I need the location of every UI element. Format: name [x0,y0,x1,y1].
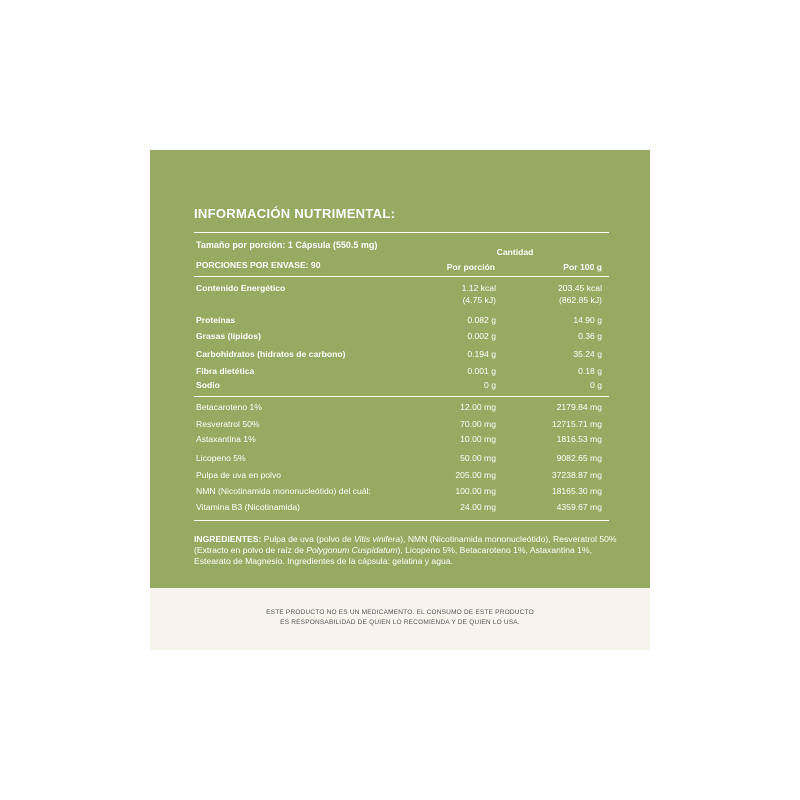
active-serving: 70.00 mg [460,419,496,429]
active-label: Vitamina B3 (Nicotinamida) [196,502,300,512]
active-serving: 12.00 mg [460,402,496,412]
disclaimer-footer [150,588,650,650]
nutrient-serving: 0 g [484,380,496,390]
active-serving: 205.00 mg [455,470,496,480]
active-per100: 18165.30 mg [551,486,602,496]
ingredients-italic: Polygonum Cuspidatum [306,545,398,555]
energy-label: Contenido Energético [196,283,286,293]
active-label: Licopeno 5% [196,453,246,463]
nutrient-label: Sodio [196,380,220,390]
active-per100: 37238.87 mg [551,470,602,480]
ingredients-label: INGREDIENTES: [194,534,262,544]
nutrient-per100: 35.24 g [573,349,602,359]
active-label: Resveratrol 50% [196,419,260,429]
active-per100: 4359.67 mg [556,502,602,512]
nutrition-title: INFORMACIÓN NUTRIMENTAL: [194,206,396,221]
energy-serving-kj: (4.75 kJ) [462,295,496,305]
disclaimer-line: ESTE PRODUCTO NO ES UN MEDICAMENTO. EL CONSUMO DE ESTE PRODUCTO [266,609,534,616]
ingredients-part: Pulpa de uva (polvo de [261,534,355,544]
nutrient-serving: 0.194 g [467,349,496,359]
active-label: NMN (Nicotinamida mononucleótido) del cuál: [196,486,371,496]
ingredients-part: ), Licopeno 5%, Betacaroteno 1%, Astaxantina 1%, Estearato de Magnesio. Ingredientes de la cápsula: gelatina y agua. [194,545,592,566]
active-label: Astaxantina 1% [196,434,256,444]
nutrition-panel [150,150,650,588]
nutrient-label: Proteínas [196,315,236,325]
nutrient-serving: 0.001 g [467,366,496,376]
active-serving: 100.00 mg [455,486,496,496]
active-per100: 12715.71 mg [551,419,602,429]
nutrient-serving: 0.082 g [467,315,496,325]
nutrient-label: Grasas (lípidos) [196,331,261,341]
quantity-heading: Cantidad [496,247,534,257]
active-serving: 24.00 mg [460,502,496,512]
energy-serving-kcal: 1.12 kcal [461,283,496,293]
disclaimer-line: ES RESPONSABILIDAD DE QUIEN LO RECOMIENDA Y DE QUIEN LO USA. [280,619,520,626]
nutrient-per100: 14.90 g [573,315,602,325]
ingredients-italic: Vitis vinifera [354,534,401,544]
servings-per-container: PORCIONES POR ENVASE: 90 [196,260,321,270]
active-label: Betacaroteno 1% [196,402,262,412]
energy-100g-kj: (862.85 kJ) [559,295,602,305]
divider-bottom [194,520,609,521]
active-serving: 10.00 mg [460,434,496,444]
nutrient-per100: 0.18 g [578,366,602,376]
nutrient-per100: 0.36 g [578,331,602,341]
active-per100: 1816.53 mg [556,434,602,444]
nutrient-label: Carbohidratos (hidratos de carbono) [196,349,346,359]
energy-100g-kcal: 203.45 kcal [558,283,602,293]
active-per100: 9082.65 mg [556,453,602,463]
divider-middle [194,396,609,397]
nutrient-serving: 0.002 g [467,331,496,341]
serving-size: Tamaño por porción: 1 Cápsula (550.5 mg) [196,240,378,250]
nutrient-label: Fibra dietética [196,366,255,376]
divider-header [194,276,609,277]
active-per100: 2179.84 mg [556,402,602,412]
per-100g-heading: Por 100 g [563,262,602,272]
per-serving-heading: Por porción [446,262,495,272]
nutrient-per100: 0 g [590,380,602,390]
ingredients-part: ), NMN (Nicotinamida mononucleótido), Resveratrol 50% (Extracto en polvo de raíz de [194,534,617,555]
active-label: Pulpa de uva en polvo [196,470,282,480]
ingredients-text [194,534,624,567]
active-serving: 50.00 mg [460,453,496,463]
divider-top [194,232,609,233]
